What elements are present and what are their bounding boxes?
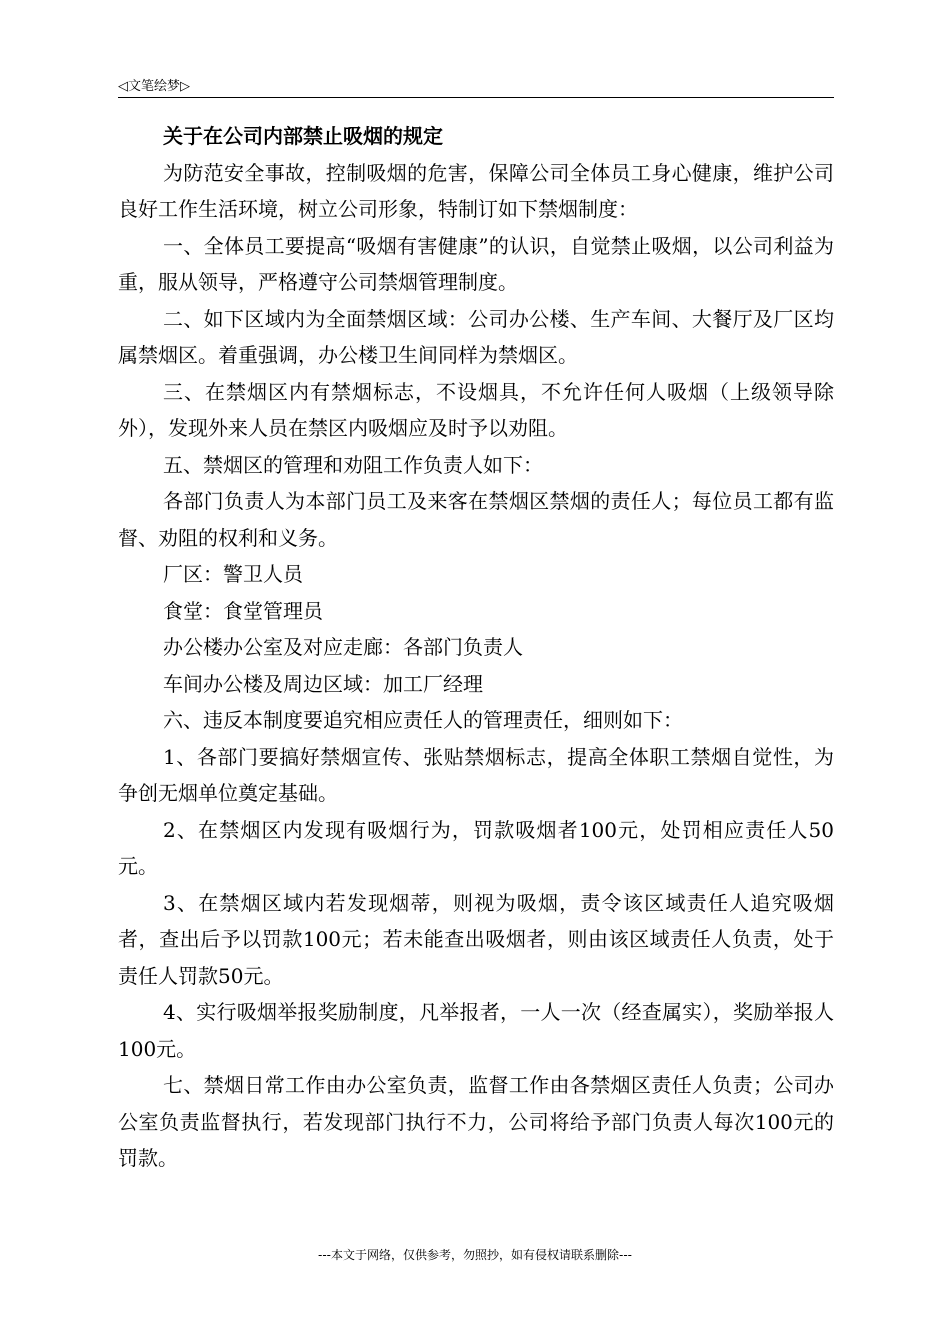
paragraph-rule-1: 一、全体员工要提高“吸烟有害健康”的认识，自觉禁止吸烟，以公司利益为重，服从领导，严格遵守公司禁烟管理制度。 — [118, 233, 834, 294]
paragraph-office: 办公楼办公室及对应走廊：各部门负责人 — [163, 635, 523, 659]
page-header — [118, 73, 834, 98]
paragraph-rule-2: 二、如下区域内为全面禁烟区域：公司办公楼、生产车间、大餐厅及厂区均属禁烟区。着重强调，办公楼卫生间同样为禁烟区。 — [118, 306, 834, 367]
document-body — [118, 118, 834, 1177]
paragraph-detail-1: 1、各部门要搞好禁烟宣传、张贴禁烟标志，提高全体职工禁烟自觉性，为争创无烟单位奠定基础。 — [118, 744, 834, 805]
header-logo-text: ◁文笔绘梦▷ — [118, 79, 190, 94]
paragraph-workshop: 车间办公楼及周边区域：加工厂经理 — [163, 671, 483, 696]
paragraph-rule-7: 七、禁烟日常工作由办公室负责，监督工作由各禁烟区责任人负责；公司办公室负责监督执行，若发现部门执行不力，公司将给予部门负责人每次100元的罚款。 — [118, 1073, 834, 1170]
paragraph-responsibility: 各部门负责人为本部门员工及来客在禁烟区禁烟的责任人；每位员工都有监督、劝阻的权利和义务。 — [118, 489, 834, 550]
paragraph-detail-2: 2、在禁烟区内发现有吸烟行为，罚款吸烟者100元，处罚相应责任人50元。 — [118, 817, 834, 878]
paragraph-detail-4: 4、实行吸烟举报奖励制度，凡举报者，一人一次（经查属实），奖励举报人100元。 — [118, 1000, 834, 1061]
paragraph-rule-5: 五、禁烟区的管理和劝阻工作负责人如下： — [163, 452, 543, 477]
paragraph-canteen: 食堂：食堂管理员 — [163, 598, 323, 623]
paragraph-intro: 为防范安全事故，控制吸烟的危害，保障公司全体员工身心健康，维护公司良好工作生活环境，树立公司形象，特制订如下禁烟制度： — [118, 160, 834, 221]
paragraph-detail-3: 3、在禁烟区域内若发现烟蒂，则视为吸烟，责令该区域责任人追究吸烟者，查出后予以罚款100元；若未能查出吸烟者，则由该区域责任人负责，处于责任人罚款50元。 — [118, 890, 834, 988]
paragraph-rule-3: 三、在禁烟区内有禁烟标志，不设烟具，不允许任何人吸烟（上级领导除外），发现外来人员在禁区内吸烟应及时予以劝阻。 — [118, 379, 834, 440]
page-footer: ---本文于网络，仅供参考，勿照抄，如有侵权请联系删除--- — [318, 1248, 632, 1262]
document-title: 关于在公司内部禁止吸烟的规定 — [163, 124, 443, 148]
paragraph-rule-6: 六、违反本制度要追究相应责任人的管理责任，细则如下： — [163, 708, 683, 732]
paragraph-factory: 厂区：警卫人员 — [163, 562, 303, 586]
